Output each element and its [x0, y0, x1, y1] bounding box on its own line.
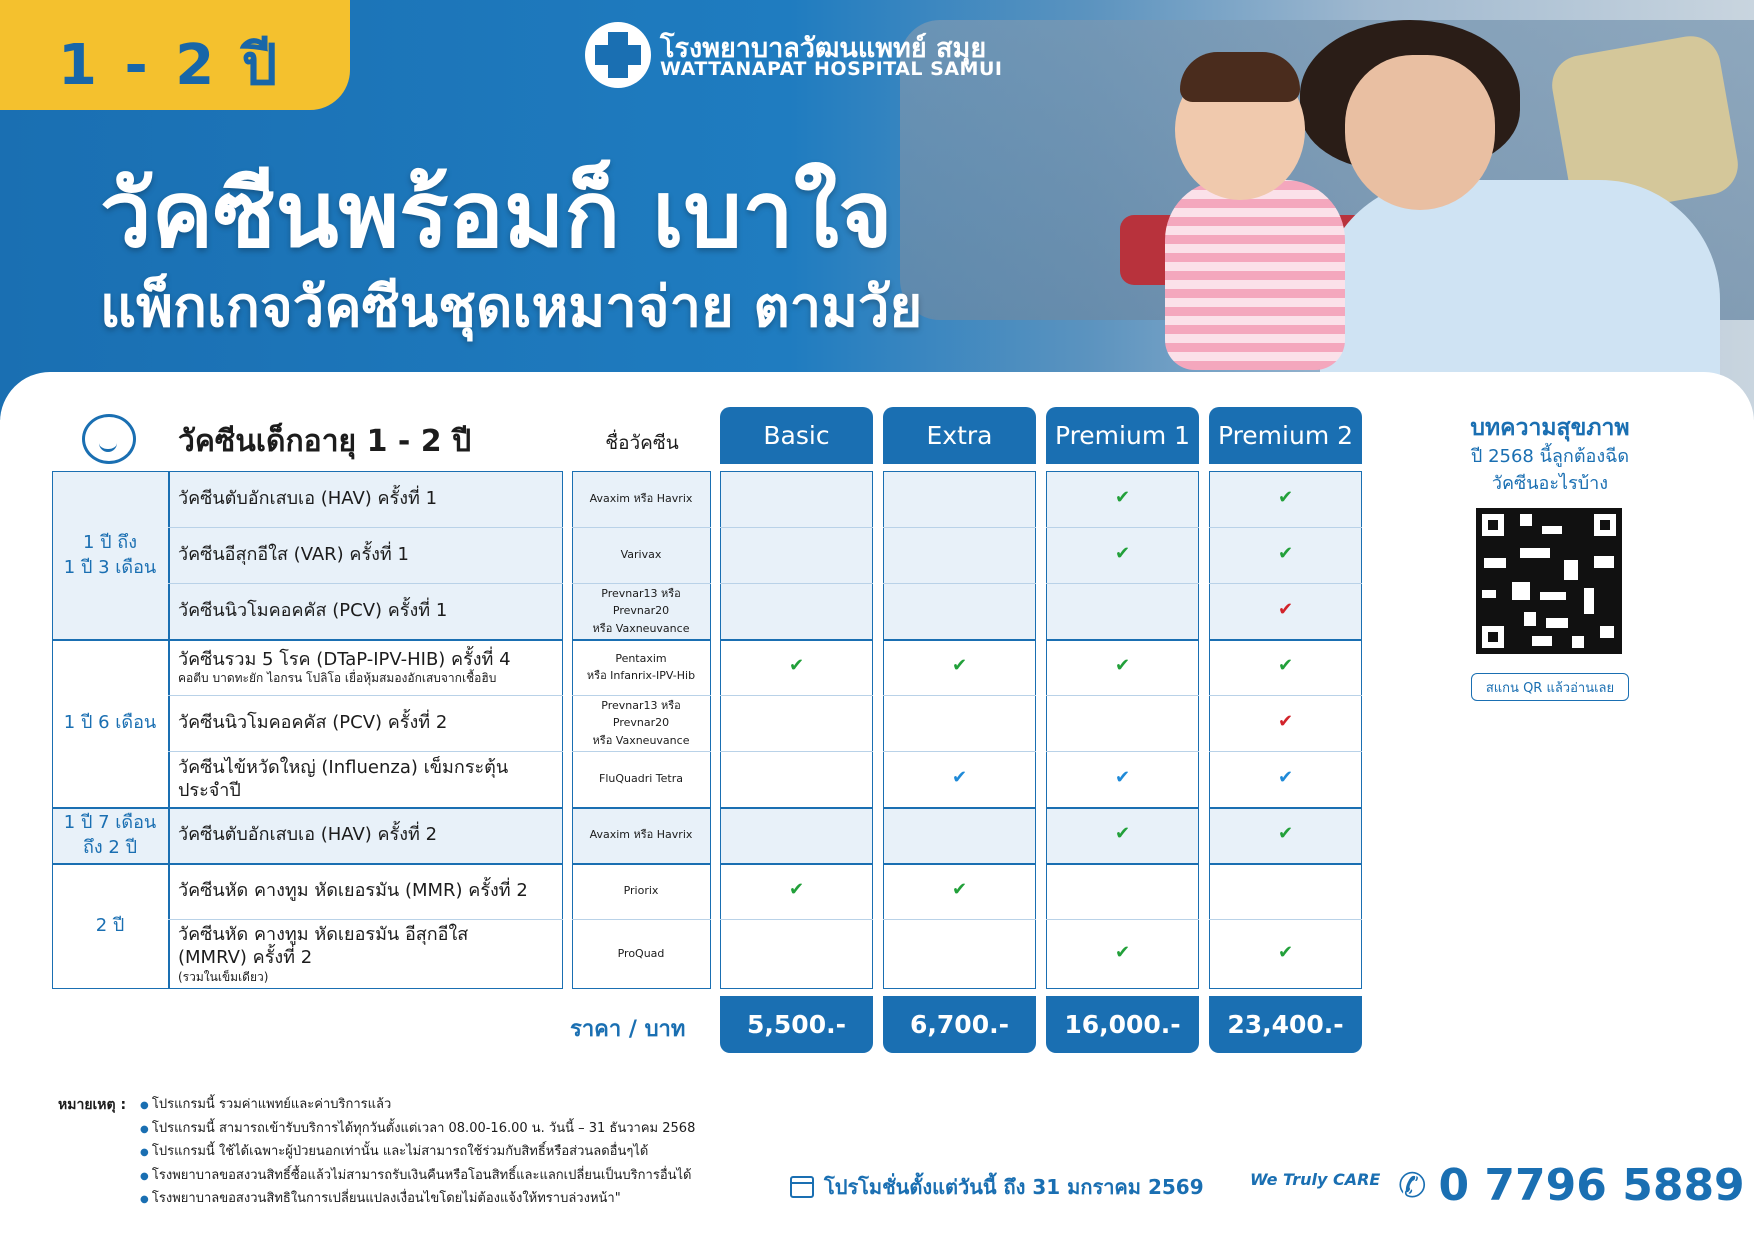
row-separator — [883, 863, 1036, 865]
row-separator — [883, 583, 1036, 584]
vaccine-title: วัคซีนนิวโมคอคคัส (PCV) ครั้งที่ 2 — [178, 712, 448, 734]
check-icon: ✔ — [1277, 942, 1294, 963]
price-premium-2: 23,400.- — [1209, 996, 1362, 1053]
note-item: ● โปรแกรมนี้ ใช้ได้เฉพาะผู้ป่วยนอกเท่านั้น และไม่สามารถใช้ร่วมกับสิทธิ์หรือส่วนลดอื่นๆได้ — [140, 1141, 695, 1165]
vaccine-note: (รวมในเข็มเดียว) — [178, 969, 269, 984]
check-icon: ✔ — [788, 879, 805, 900]
row-separator — [1046, 695, 1199, 696]
note-item: ● โรงพยาบาลขอสงวนสิทธิในการเปลี่ยนแปลงเงื่อนไขโดยไม่ต้องแจ้งให้ทราบล่วงหน้า" — [140, 1188, 695, 1212]
vaccine-note: คอตีบ บาดทะยัก ไอกรน โปลิโอ เยื่อหุ้มสมองอักเสบจากเชื้อฮิบ — [178, 670, 497, 685]
vaccine-brand: Prevnar13 หรือ Prevnar20 หรือ Vaxneuvance — [592, 587, 690, 635]
baby-photo — [1165, 180, 1345, 370]
vaccine-name — [178, 527, 558, 583]
row-separator — [1209, 695, 1362, 696]
vaccine-title: วัคซีนรวม 5 โรค (DTaP-IPV-HIB) ครั้งที่ 4 — [178, 648, 511, 670]
row-separator — [1209, 807, 1362, 809]
note-item: ● โปรแกรมนี้ รวมค่าแพทย์และค่าบริการแล้ว — [140, 1094, 695, 1118]
note-item: ● โปรแกรมนี้ สามารถเข้ารับบริการได้ทุกวันตั้งแต่เวลา 08.00-16.00 น. วันนี้ – 31 ธันวาคม 2568 — [140, 1118, 695, 1142]
check-icon: ✔ — [1277, 487, 1294, 508]
hero-banner — [0, 0, 1754, 420]
row-separator — [720, 583, 873, 584]
row-separator — [883, 639, 1036, 641]
vaccine-title: วัคซีนตับอักเสบเอ (HAV) ครั้งที่ 1 — [178, 488, 438, 510]
vaccine-title: วัคซีนนิวโมคอคคัส (PCV) ครั้งที่ 1 — [178, 600, 448, 622]
check-icon: ✔ — [1277, 767, 1294, 788]
package-header-basic: Basic — [720, 407, 873, 464]
vaccine-brand: Pentaxim หรือ Infanrix-IPV-Hib — [586, 651, 696, 682]
row-separator — [1209, 863, 1362, 865]
row-separator — [720, 639, 873, 641]
vaccine-title: วัคซีนหัด คางทูม หัดเยอรมัน (MMR) ครั้งที่ 2 — [178, 880, 528, 902]
row-separator — [883, 695, 1036, 696]
package-column-box — [720, 471, 873, 989]
subheadline: แพ็กเกจวัคซีนชุดเหมาจ่าย ตามวัย — [100, 275, 923, 340]
row-separator — [883, 751, 1036, 752]
phone-number[interactable]: 0 7796 5889 — [1438, 1160, 1745, 1211]
baby-face-icon — [82, 414, 136, 464]
check-icon: ✔ — [1277, 711, 1294, 732]
price-basic: 5,500.- — [720, 996, 873, 1053]
row-separator — [883, 807, 1036, 809]
scan-qr-button[interactable]: สแกน QR แล้วอ่านเลย — [1471, 673, 1629, 701]
row-separator — [1046, 583, 1199, 584]
check-icon: ✔ — [1114, 655, 1131, 676]
vaccine-name — [178, 471, 558, 527]
vaccine-name-header: ชื่อวัคซีน — [605, 432, 679, 454]
notes-label: หมายเหตุ : — [58, 1097, 127, 1113]
slogan: We Truly CARE — [1250, 1170, 1381, 1189]
headline: วัคซีนพร้อมก็ เบาใจ — [100, 161, 893, 268]
check-icon: ✔ — [1277, 543, 1294, 564]
row-separator — [720, 527, 873, 528]
package-header-premium-1: Premium 1 — [1046, 407, 1199, 464]
calendar-icon — [790, 1176, 814, 1198]
row-separator — [1209, 751, 1362, 752]
row-separator — [1209, 919, 1362, 920]
vaccine-brand: Avaxim หรือ Havrix — [589, 492, 693, 506]
promo-text: โปรโมชั่นตั้งแต่วันนี้ ถึง 31 มกราคม 2569 — [824, 1175, 1204, 1199]
check-icon: ✔ — [1114, 942, 1131, 963]
row-separator — [720, 751, 873, 752]
check-icon: ✔ — [1114, 767, 1131, 788]
row-separator — [1046, 863, 1199, 865]
row-separator — [720, 807, 873, 809]
notes-list — [140, 1094, 695, 1212]
age-divider — [168, 471, 170, 989]
vaccine-brand: Priorix — [623, 884, 659, 898]
vaccine-name — [178, 639, 558, 695]
row-separator — [1209, 527, 1362, 528]
phone-icon: ✆ — [1398, 1165, 1427, 1206]
row-separator — [1209, 583, 1362, 584]
vaccine-name — [178, 751, 558, 807]
vaccine-title: วัคซีนอีสุกอีใส (VAR) ครั้งที่ 1 — [178, 544, 409, 566]
row-separator — [1046, 751, 1199, 752]
vaccine-name — [178, 695, 558, 751]
baby-hair-photo — [1180, 52, 1300, 102]
age-group-label: 2 ปี — [95, 915, 125, 937]
hospital-name-en: WATTANAPAT HOSPITAL SAMUI — [660, 58, 1003, 80]
price-premium-1: 16,000.- — [1046, 996, 1199, 1053]
check-icon: ✔ — [951, 767, 968, 788]
vaccine-name — [178, 863, 558, 919]
row-separator — [1046, 639, 1199, 641]
age-group-label: 1 ปี 6 เดือน — [63, 712, 157, 734]
article-subtitle: ปี 2568 นี้ลูกต้องฉีด วัคซีนอะไรบ้าง — [1470, 446, 1630, 494]
qr-code-icon[interactable] — [1476, 508, 1622, 654]
hospital-logo-icon — [585, 22, 651, 88]
section-title: วัคซีนเด็กอายุ 1 - 2 ปี — [178, 424, 472, 459]
vaccine-name — [178, 919, 558, 989]
vaccine-brand: Avaxim หรือ Havrix — [589, 828, 693, 842]
row-separator — [883, 919, 1036, 920]
check-icon: ✔ — [1277, 823, 1294, 844]
promo-period — [790, 1171, 1204, 1203]
age-tab — [0, 0, 350, 110]
check-icon: ✔ — [1114, 487, 1131, 508]
check-icon: ✔ — [1114, 543, 1131, 564]
check-icon: ✔ — [1114, 823, 1131, 844]
vaccine-name — [178, 583, 558, 639]
price-extra: 6,700.- — [883, 996, 1036, 1053]
check-icon: ✔ — [1277, 599, 1294, 620]
package-header-extra: Extra — [883, 407, 1036, 464]
age-group-label: 1 ปี 7 เดือน ถึง 2 ปี — [63, 811, 157, 858]
row-separator — [720, 695, 873, 696]
vaccine-title: วัคซีนไข้หวัดใหญ่ (Influenza) เข็มกระตุ้นประจำปี — [178, 756, 509, 801]
row-separator — [1046, 919, 1199, 920]
row-separator — [720, 919, 873, 920]
age-group-label: 1 ปี ถึง 1 ปี 3 เดือน — [63, 531, 157, 578]
check-icon: ✔ — [951, 655, 968, 676]
article-title: บทความสุขภาพ — [1470, 415, 1630, 441]
phone-contact[interactable] — [1398, 1160, 1745, 1211]
vaccine-brand: Varivax — [620, 548, 662, 562]
mother-face-photo — [1345, 55, 1495, 210]
check-icon: ✔ — [1277, 655, 1294, 676]
note-item: ● โรงพยาบาลขอสงวนสิทธิ์ซื้อแล้วไม่สามารถรับเงินคืนหรือโอนสิทธิ์และแลกเปลี่ยนเป็นบริการอื่นได้ — [140, 1165, 695, 1189]
age-tab-label: 1 - 2 ปี — [58, 33, 282, 98]
vaccine-brand: ProQuad — [617, 947, 665, 961]
row-separator — [883, 527, 1036, 528]
package-header-premium-2: Premium 2 — [1209, 407, 1362, 464]
vaccine-title: วัคซีนหัด คางทูม หัดเยอรมัน อีสุกอีใส (MMRV) ครั้งที่ 2 — [178, 923, 469, 969]
row-separator — [720, 863, 873, 865]
check-icon: ✔ — [951, 879, 968, 900]
package-column-box — [883, 471, 1036, 989]
row-separator — [1046, 807, 1199, 809]
row-separator — [1046, 527, 1199, 528]
check-icon: ✔ — [788, 655, 805, 676]
vaccine-brand: FluQuadri Tetra — [599, 772, 683, 786]
row-separator — [1209, 639, 1362, 641]
price-label: ราคา / บาท — [570, 1017, 686, 1042]
hospital-name-th: โรงพยาบาลวัฒนแพทย์ สมุย — [660, 33, 987, 64]
vaccine-name — [178, 807, 558, 863]
vaccine-title: วัคซีนตับอักเสบเอ (HAV) ครั้งที่ 2 — [178, 824, 438, 846]
vaccine-brand: Prevnar13 หรือ Prevnar20 หรือ Vaxneuvance — [592, 699, 690, 747]
